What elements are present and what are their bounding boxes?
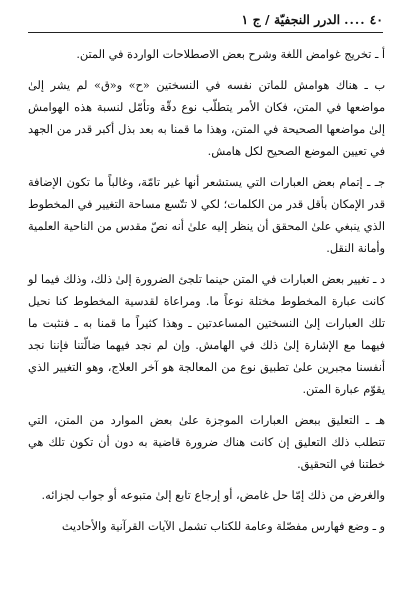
page-header (28, 9, 383, 29)
paragraph-purpose: والغرض من ذلك إمّا حل غامض، أو إرجاع تابع إلىٰ متبوعه أو جواب لجزائه. (41, 489, 385, 502)
paragraph-ha: هـ ـ التعليق ببعض العبارات الموجزة علىٰ بعض الموارد من المتن، التي تتطلب ذلك التعليق إن كانت هناك ضرورة قاضية به دون أن تكون تلك هي خطتنا في التحقيق. (28, 414, 385, 471)
page-body (28, 44, 385, 543)
book-title: الدرر النجفيّة / ج ١ (241, 11, 341, 27)
page-number: ٤٠ (369, 11, 383, 27)
paragraph-waw: و ـ وضع فهارس مفصّلة وعامة للكتاب تشمل الآيات القرآنية والأحاديث (61, 520, 385, 533)
paragraph-alif: أ ـ تخريج غوامض اللغة وشرح بعض الاصطلاحات الواردة في المتن. (76, 48, 385, 61)
header-rule (28, 32, 383, 33)
paragraph-jim: جـ ـ إتمام بعض العبارات التي يستشعر أنها غير تامّة، وغالباً ما تكون الإضافة قدر الإمكان بأقل قدر من الكلمات؛ لكي لا تتّسع مساحة التغيير في المخطوط الذي ينبغي علىٰ المحقق أن ينظر إليه علىٰ أنه نصّ مقدس من الناحية العلمية وأمانة النقل. (28, 176, 385, 255)
paragraph-dal: د ـ تغيير بعض العبارات في المتن حينما تلجئ الضرورة إلىٰ ذلك، وذلك فيما لو كانت عبارة المخطوط مختلة نوعاً ما. ومراعاة لقدسية المخطوط كنا نحيل تلك العبارات إلىٰ النسختين المساعدتين ـ وهذا كثيراً ما قمنا به ـ فنثبت ما فيهما مع الإشارة إلىٰ ذلك في الهامش. وإن لم نجد فيهما ضالّتنا فإننا نجد أنفسنا مجبرين علىٰ تطبيق نوع من المعالجة هو آخر العلاج، وهو التغيير الذي يقوّم عبارة المتن. (28, 273, 385, 396)
header-dots: .... (344, 11, 366, 27)
paragraph-ba: ب ـ هناك هوامش للماتن نفسه في النسختين «ح» و«ق» لم يشر إلىٰ مواضعها في المتن، فكان الأمر يتطلّب نوع دقّة وتأمّل لنسبة هذه الهوامش إلىٰ مواضعها الصحيحة في المتن، وهذا ما قمنا به بعد بذل أكبر قدر من الجهد في تعيين الموضع الصحيح لكل هامش. (28, 79, 385, 158)
